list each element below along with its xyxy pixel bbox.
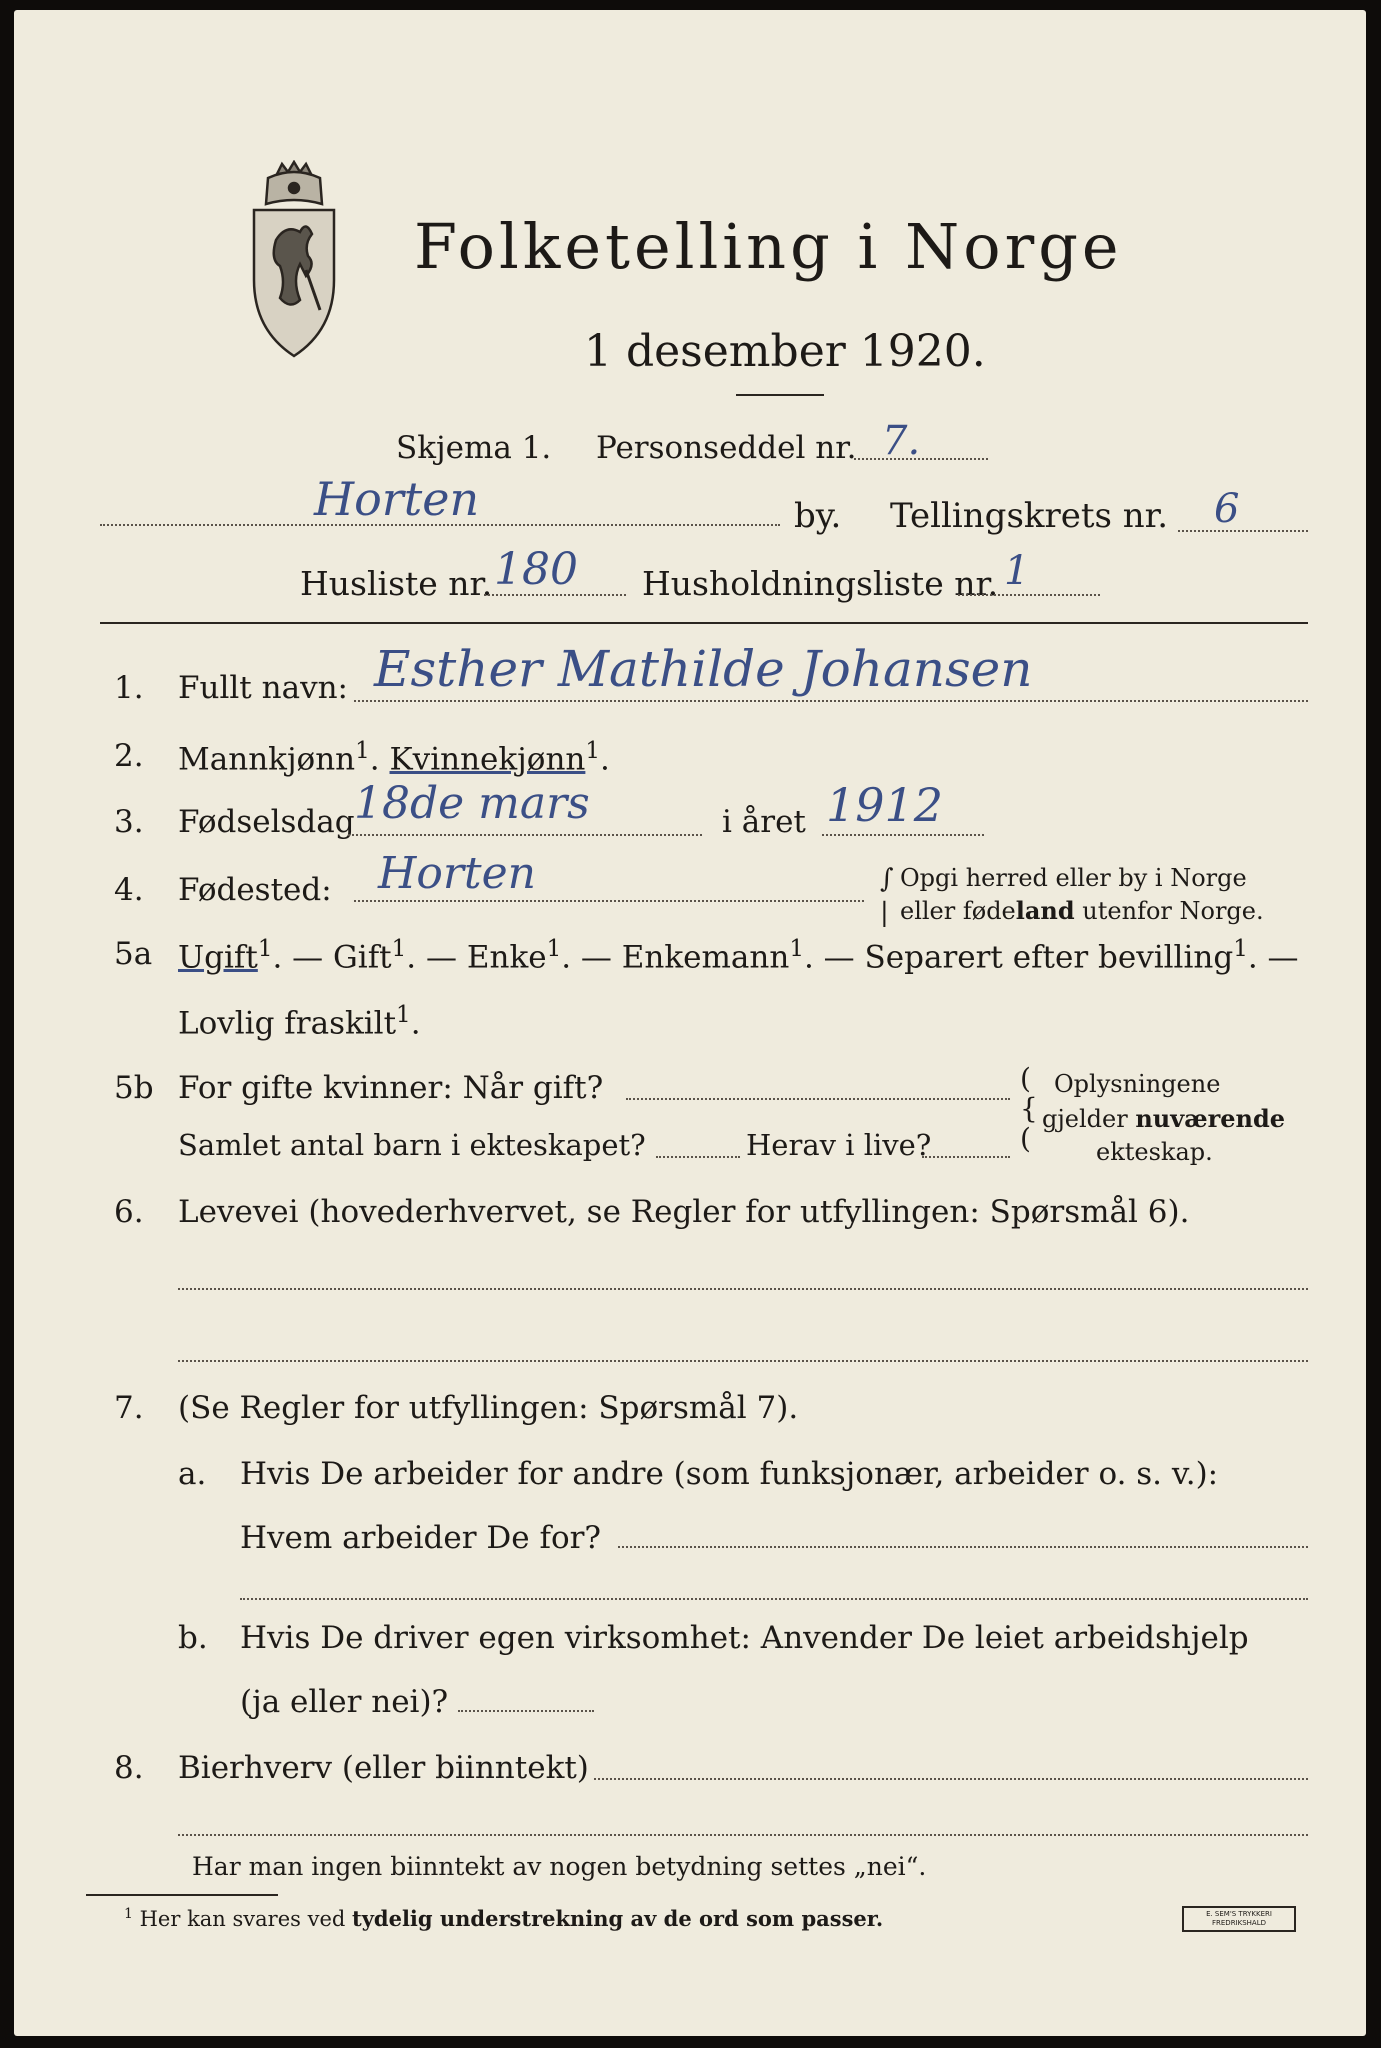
q5a-ugift: Ugift <box>178 939 258 976</box>
q4-number: 4. <box>114 872 144 908</box>
q3-label: Fødselsdag <box>178 804 355 840</box>
q4-line <box>354 900 864 902</box>
q7b-answer-line <box>458 1710 594 1712</box>
q7b-number: b. <box>178 1620 208 1656</box>
footnote-rule <box>86 1894 278 1896</box>
q1-number: 1. <box>114 670 144 706</box>
q8-number: 8. <box>114 1750 144 1786</box>
husholdning-line <box>958 594 1100 596</box>
q7a-line-1: Hvis De arbeider for andre (som funksjonær, arbeider o. s. v.): <box>240 1456 1219 1492</box>
q5a-line-1: Ugift$^1$. — Gift$^1$. — Enke$^1$. — Enkemann$^1$. — Separert efter bevilling$^1$. — <box>178 936 1299 976</box>
q3-year-line <box>822 834 984 836</box>
q5b-number: 5b <box>114 1070 154 1106</box>
q1-value: Esther Mathilde Johansen <box>374 640 1033 698</box>
q3-aaret-label: i året <box>722 804 806 840</box>
q3-year-value: 1912 <box>826 778 944 832</box>
q7-number: 7. <box>114 1390 144 1426</box>
q5b-label-1: For gifte kvinner: Når gift? <box>178 1070 604 1106</box>
q6-label: Levevei (hovederhvervet, se Regler for utfyllingen: Spørsmål 6). <box>178 1194 1190 1230</box>
q7b-line-1: Hvis De driver egen virksomhet: Anvender De leiet arbeidshjelp <box>240 1620 1249 1656</box>
personseddel-label: Personseddel nr. <box>596 430 857 466</box>
q8-answer-line-1 <box>594 1778 1308 1780</box>
q1-label: Fullt navn: <box>178 670 348 706</box>
title-rule <box>736 394 824 396</box>
q7b-line-2: (ja eller nei)? <box>240 1684 449 1720</box>
q5b-line-3 <box>922 1156 1010 1158</box>
q7a-answer-line-2 <box>240 1598 1308 1600</box>
q3-number: 3. <box>114 804 144 840</box>
personseddel-line <box>854 458 988 460</box>
q8-answer-line-2 <box>178 1834 1308 1836</box>
husholdning-label: Husholdningsliste nr. <box>642 564 999 603</box>
q1-line <box>354 700 1308 702</box>
q6-line-2 <box>178 1360 1308 1362</box>
header-divider <box>100 622 1308 624</box>
q5b-brace: ( { ( <box>1020 1062 1038 1155</box>
husliste-value: 180 <box>494 544 578 595</box>
schema-label: Skjema 1. <box>396 430 552 466</box>
q5b-line-1 <box>626 1098 1010 1100</box>
q8-label: Bierhverv (eller biinntekt) <box>178 1750 589 1786</box>
q5b-line-2 <box>656 1156 740 1158</box>
q2-mann: Mannkjønn <box>178 741 356 778</box>
tellingskrets-value: 6 <box>1214 486 1240 532</box>
q5b-label-2: Samlet antal barn i ekteskapet? <box>178 1128 646 1162</box>
q5b-note-3: ekteskap. <box>1096 1138 1213 1166</box>
q4-brace: ∫ | <box>880 864 894 928</box>
q8-note: Har man ingen biinntekt av nogen betydning settes „nei“. <box>192 1852 927 1881</box>
q2-kvinne: Kvinnekjønn <box>389 741 586 778</box>
q7a-number: a. <box>178 1456 207 1492</box>
q4-note-1: Opgi herred eller by i Norge <box>900 864 1247 892</box>
norwegian-coat-of-arms-icon <box>246 160 342 366</box>
q5a-number: 5a <box>114 936 153 972</box>
form-title: Folketelling i Norge <box>414 210 1123 283</box>
city-value: Horten <box>314 472 480 526</box>
q7a-line-2: Hvem arbeider De for? <box>240 1520 602 1556</box>
q4-note-2: eller fødeland utenfor Norge. <box>900 896 1264 925</box>
husliste-label: Husliste nr. <box>300 564 493 603</box>
printer-stamp: E. SEM'S TRYKKERI FREDRIKSHALD <box>1182 1906 1296 1932</box>
q4-value: Horten <box>378 848 536 899</box>
by-label: by. <box>794 496 842 536</box>
q3-day-value: 18de mars <box>354 778 590 829</box>
q6-line-1 <box>178 1288 1308 1290</box>
tellingskrets-line <box>1178 530 1308 532</box>
personseddel-value: 7. <box>882 418 921 464</box>
census-date: 1 desember 1920. <box>584 326 986 377</box>
q2-number: 2. <box>114 738 144 774</box>
husholdning-value: 1 <box>1004 548 1030 594</box>
q2-options: Mannkjønn$^1$. Kvinnekjønn$^1$. <box>178 738 610 778</box>
q7-label: (Se Regler for utfyllingen: Spørsmål 7). <box>178 1390 799 1426</box>
q5b-note-1: Oplysningene <box>1054 1070 1221 1098</box>
q5b-note-2: gjelder nuværende <box>1042 1104 1286 1133</box>
q5b-label-3: Herav i live? <box>746 1128 932 1162</box>
form-page <box>14 10 1366 2036</box>
tellingskrets-label: Tellingskrets nr. <box>890 496 1169 536</box>
footnote: $^1$ Her kan svares ved tydelig understrekning av de ord som passer. <box>124 1906 884 1931</box>
q6-number: 6. <box>114 1194 144 1230</box>
q7a-answer-line-1 <box>618 1546 1308 1548</box>
q3-day-line <box>348 834 702 836</box>
q4-label: Fødested: <box>178 872 332 908</box>
q5a-line-2: Lovlig fraskilt$^1$. <box>178 1002 421 1042</box>
